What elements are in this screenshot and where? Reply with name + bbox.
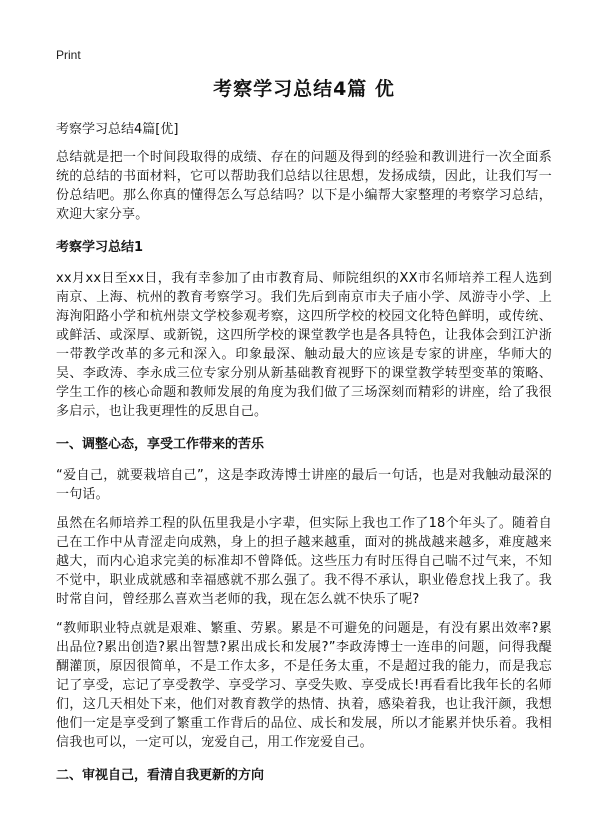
document-subtitle: 考察学习总结4篇[优]: [56, 122, 179, 137]
print-link[interactable]: Print: [56, 48, 81, 62]
paragraph-3: “教师职业特点就是艰难、繁重、劳累。累是不可避免的问题是，有没有累出效率?累出品位?累出创造?累出智慧?累出成长和发展?”李政涛博士一连串的问题，问得我醍醐灌顶，原因很简单，不是工作太多，不是任务太重，不是超过我的能力，而是我忘记了享受，忘记了享受教学、享受学习、享受失败、享受成长!再看看比我年长的名师们，这几天相处下来，他们对教育教学的热情、执着，感染着我，也让我汗颜，我想他们一定是享受到了繁重工作背后的品位、成长和发展，所以才能累并快乐着。我相信我也可以，一定可以，宠爱自己，用工作宠爱自己。: [56, 621, 552, 750]
document-title: 考察学习总结4篇 优: [213, 78, 395, 100]
document-content: [56, 74, 552, 797]
intro-paragraph: 总结就是把一个时间段取得的成绩、存在的问题及得到的经验和教训进行一次全面系统的总结的书面材料，它可以帮助我们总结以往思想，发扬成绩，因此，让我们写一份总结吧。那么你真的懂得怎么写总结吗？以下是小编帮大家整理的考察学习总结，欢迎大家分享。: [56, 150, 552, 222]
subheading-2: 二、审视自己，看清自我更新的方向: [56, 768, 265, 783]
section-heading: 考察学习总结1: [56, 240, 144, 255]
subheading-1: 一、调整心态，享受工作带来的苦乐: [56, 437, 265, 452]
quote-paragraph: “爱自己，就要栽培自己”，这是李政涛博士讲座的最后一句话，也是对我触动最深的一句话。: [56, 468, 552, 502]
paragraph-1: xx月xx日至xx日，我有幸参加了由市教育局、师院组织的XX市名师培养工程人选到南京、上海、杭州的教育考察学习。我们先后到南京市夫子庙小学、凤游寺小学、上海洵阳路小学和杭州崇文学校参观考察，这四所学校的校园文化特色鲜明，或传统、或鲜活、或深厚、或新锐，这四所学校的课堂教学也是各具特色，让我体会到江沪浙一带教学改革的多元和深入。印象最深、触动最大的应该是专家的讲座，华师大的吴、李政涛、李永成三位专家分别从新基础教育视野下的课堂教学转型变革的策略、学生工作的核心命题和教师发展的角度为我们做了三场深刻而精彩的讲座，给了我很多启示，也让我更理性的反思自己。: [56, 271, 552, 419]
paragraph-2: 虽然在名师培养工程的队伍里我是小字辈，但实际上我也工作了18个年头了。随着自己在工作中从青涩走向成熟，身上的担子越来越重，面对的挑战越来越多，难度越来越大，而内心追求完美的标准却不曾降低。这些压力有时压得自己喘不过气来，不知不觉中，职业成就感和幸福感就不那么强了。我不得不承认，职业倦怠找上我了。我时常自问，曾经那么喜欢当老师的我，现在怎么就不快乐了呢?: [56, 516, 552, 607]
